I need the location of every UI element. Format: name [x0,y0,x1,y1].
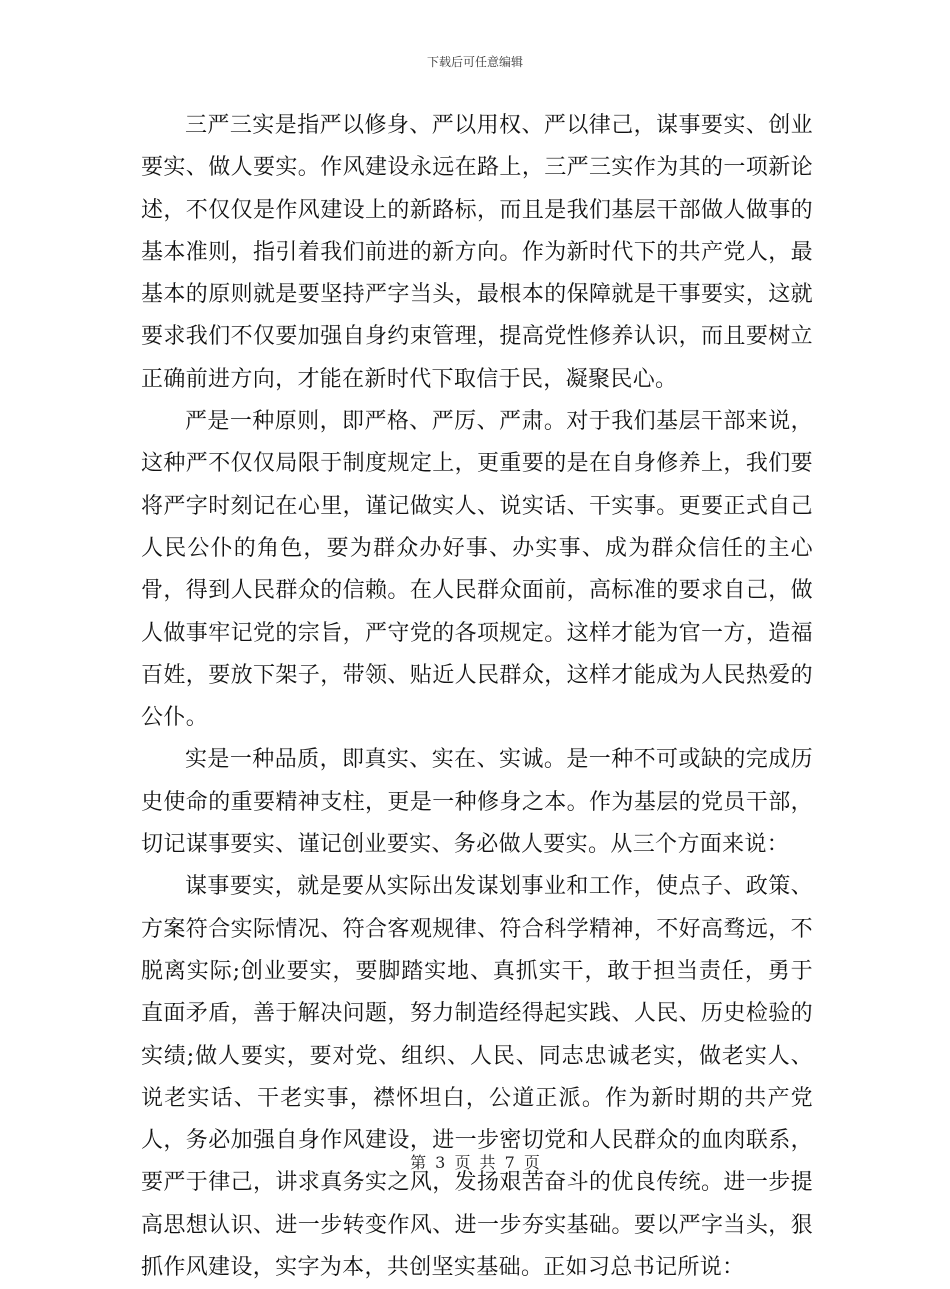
page-header: 下载后可任意编辑 [426,55,523,69]
page-number: 第 3 页 共 7 页 [410,1153,540,1172]
document-body [141,105,813,1289]
paragraph-3: 实是一种品质，即真实、实在、实诚。是一种不可或缺的完成历史使命的重要精神支柱，更是一种修身之本。作为基层的党员干部，切记谋事要实、谨记创业要实、务必做人要实。从三个方面来说： [141,747,813,858]
paragraph-1: 三严三实是指严以修身、严以用权、严以律己，谋事要实、创业要实、做人要实。作风建设永远在路上，三严三实作为其的一项新论述，不仅仅是作风建设上的新路标，而且是我们基层干部做人做事的基本准则，指引着我们前进的新方向。作为新时代下的共产党人，最基本的原则就是要坚持严字当头，最根本的保障就是干事要实，这就要求我们不仅要加强自身约束管理，提高党性修养认识，而且要树立正确前进方向，才能在新时代下取信于民，凝聚民心。 [141,113,813,392]
paragraph-4: 谋事要实，就是要从实际出发谋划事业和工作，使点子、政策、方案符合实际情况、符合客观规律、符合科学精神，不好高骛远，不脱离实际;创业要实，要脚踏实地、真抓实干，敢于担当责任，勇于直面矛盾，善于解决问题，努力制造经得起实践、人民、历史检验的实绩;做人要实，要对党、组织、人民、同志忠诚老实，做老实人、说老实话、干老实事，襟怀坦白，公道正派。作为新时期的共产党人，务必加强自身作风建设，进一步密切党和人民群众的血肉联系，要严于律己，讲求真务实之风，发扬艰苦奋斗的优良传统。进一步提高思想认识、进一步转变作风、进一步夯实基础。要以严字当头，狠抓作风建设，实字为本，共创坚实基础。正如习总书记所说： [141,874,813,1281]
paragraph-2: 严是一种原则，即严格、严厉、严肃。对于我们基层干部来说，这种严不仅仅局限于制度规定上，更重要的是在自身修养上，我们要将严字时刻记在心里，谨记做实人、说实话、干实事。更要正式自己人民公仆的角色，要为群众办好事、办实事、成为群众信任的主心骨，得到人民群众的信赖。在人民群众面前，高标准的要求自己，做人做事牢记党的宗旨，严守党的各项规定。这样才能为官一方，造福百姓，要放下架子，带领、贴近人民群众，这样才能成为人民热爱的公仆。 [141,409,813,731]
